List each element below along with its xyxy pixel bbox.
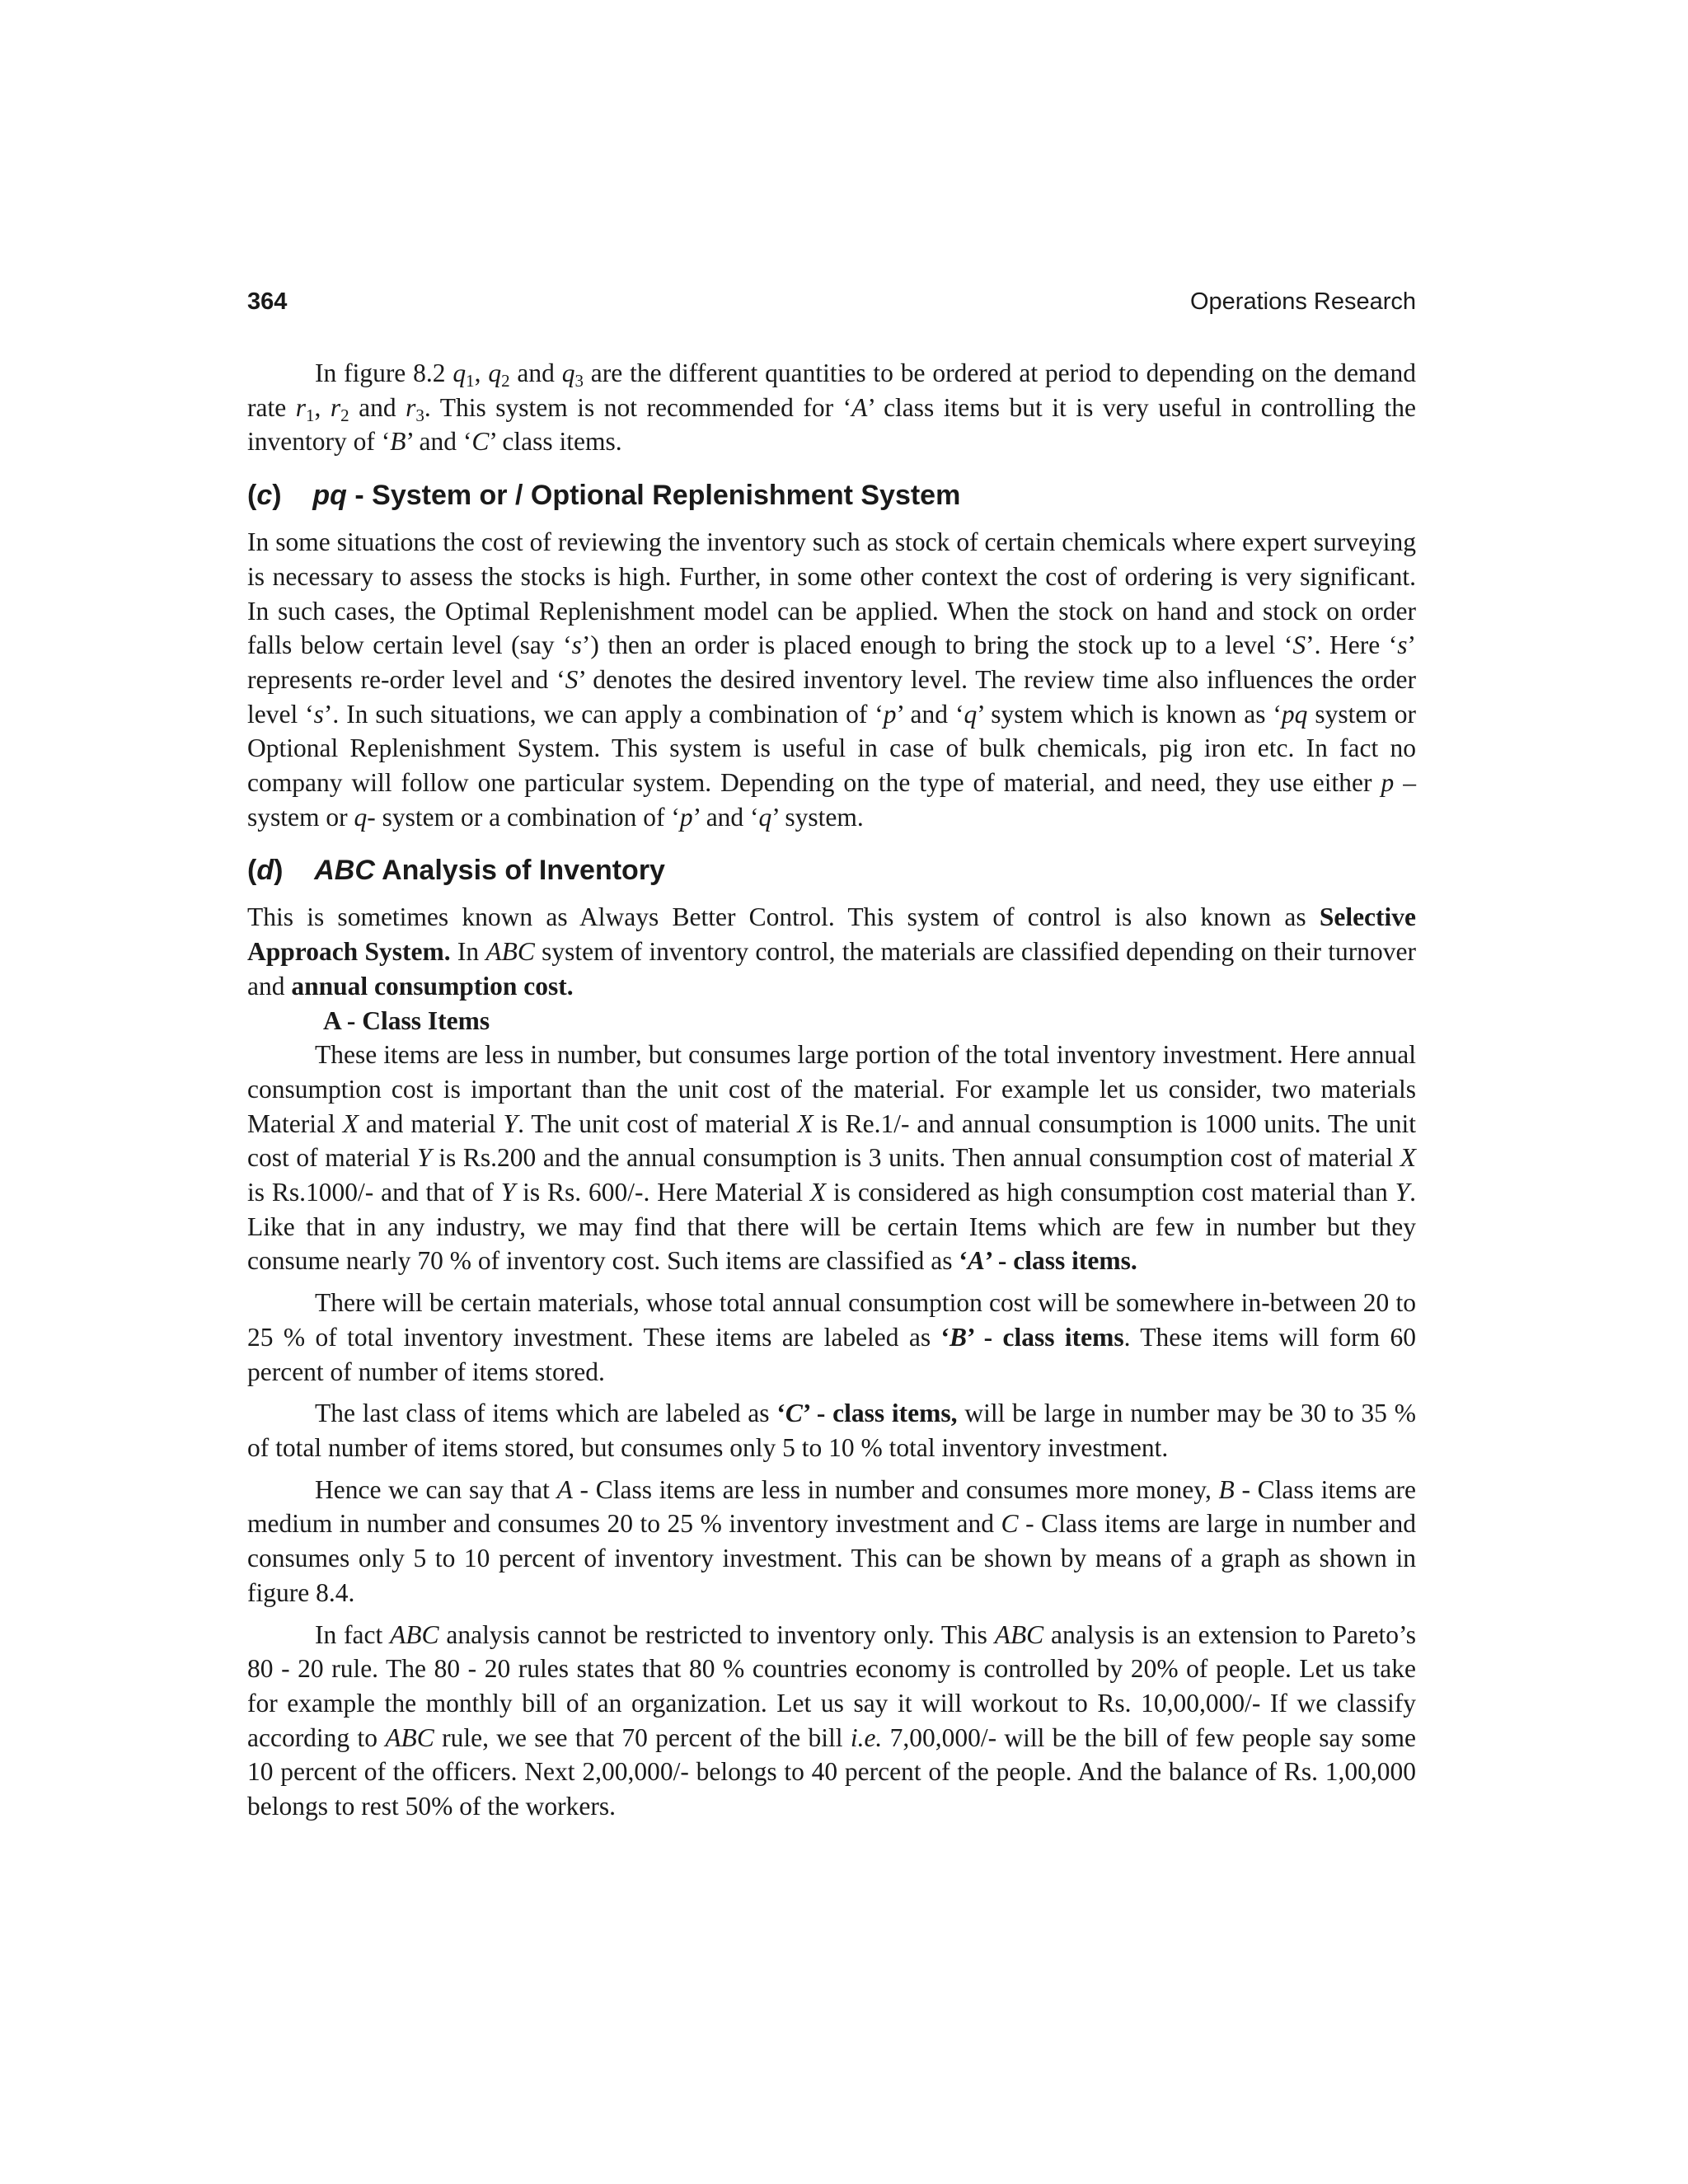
paragraph-summary: Hence we can say that A - Class items are less in number and consumes more money, B - Class items are medium in number and consumes 20 to 25 % inventory investment and C - Class items are large in number and consumes only 5 to 10 percent of inventory investment. This can be shown by means of a graph as shown in figure 8.4. (247, 1474, 1417, 1607)
paragraph-figure-8-2: In figure 8.2 $q_1$, $q_2$ and $q_3$ are the different quantities to be ordered at period to depending on the demand rate $r_1$, $r_2$ and $r_3$. This system is not recommended for ‘A’ class items but it is very useful in controlling the inventory of ‘B’ and ‘C’ class items. (247, 359, 1417, 457)
paragraph-c-class: The last class of items which are labeled as ‘C’ - class items, will be large in number may be 30 to 35 % of total number of items stored, but consumes only 5 to 10 % total inventory investment. (247, 1399, 1416, 1462)
running-header (247, 288, 1416, 321)
paragraph-a-class: These items are less in number, but consumes large portion of the total inventory investment. Here annual consumption cost is important than the unit cost of the material. For example let us consider, two materials Material X and material Y. The unit cost of material X is Re.1/- and annual consumption is 1000 units. The unit cost of material Y is Rs.200 and the annual consumption is 3 units. Then annual consumption cost of material X is Rs.1000/- and that of Y is Rs. 600/-. Here Material X is considered as high consumption cost material than Y. Like that in any industry, we may find that there will be certain Items which are few in number but they consume nearly 70 % of inventory cost. Such items are classified as ‘A’ - class items. (247, 1040, 1417, 1276)
page-body (247, 356, 1416, 1824)
running-title: Operations Research (1189, 288, 1416, 315)
section-heading-d: (d) ABC Analysis of Inventory (247, 855, 665, 887)
subheading-a-class-items: A - Class Items (323, 1005, 490, 1035)
page-number: 364 (247, 288, 288, 315)
section-heading-c: (c) pq - System or / Optional Replenishment System (247, 480, 961, 512)
paragraph-b-class: There will be certain materials, whose total annual consumption cost will be somewhere in-between 20 to 25 % of total inventory investment. These items are labeled as ‘B’ - class items. These items will form 60 percent of number of items stored. (247, 1288, 1416, 1386)
paragraph-pq-system: In some situations the cost of reviewing the inventory such as stock of certain chemicals where expert surveying is necessary to assess the stocks is high. Further, in some other context the cost of ordering is very significant. In such cases, the Optimal Replenishment model can be applied. When the stock on hand and stock on order falls below certain level (say ‘s’) then an order is placed enough to bring the stock up to a level ‘S’. Here ‘s’ represents re-order level and ‘S’ denotes the desired inventory level. The review time also influences the order level ‘s’. In such situations, we can apply a combination of ‘p’ and ‘q’ system which is known as ‘pq system or Optional Replenishment System. This system is useful in case of bulk chemicals, pig iron etc. In fact no company will follow one particular system. Depending on the type of material, and need, they use either p – system or q- system or a combination of ‘p’ and ‘q’ system. (247, 527, 1417, 832)
paragraph-pareto: In fact ABC analysis cannot be restricted to inventory only. This ABC analysis is an extension to Pareto’s 80 - 20 rule. The 80 - 20 rules states that 80 % countries economy is controlled by 20% of people. Let us take for example the monthly bill of an organization. Let us say it will workout to Rs. 10,00,000/- If we classify according to ABC rule, we see that 70 percent of the bill i.e. 7,00,000/- will be the bill of few people say some 10 percent of the officers. Next 2,00,000/- belongs to 40 percent of the people. And the balance of Rs. 1,00,000 belongs to rest 50% of the workers. (247, 1619, 1416, 1821)
paragraph-abc-intro: This is sometimes known as Always Better Control. This system of control is also known as Selective Approach System. In ABC system of inventory control, the materials are classified depending on their turnover and annual consumption cost. (247, 902, 1416, 1001)
